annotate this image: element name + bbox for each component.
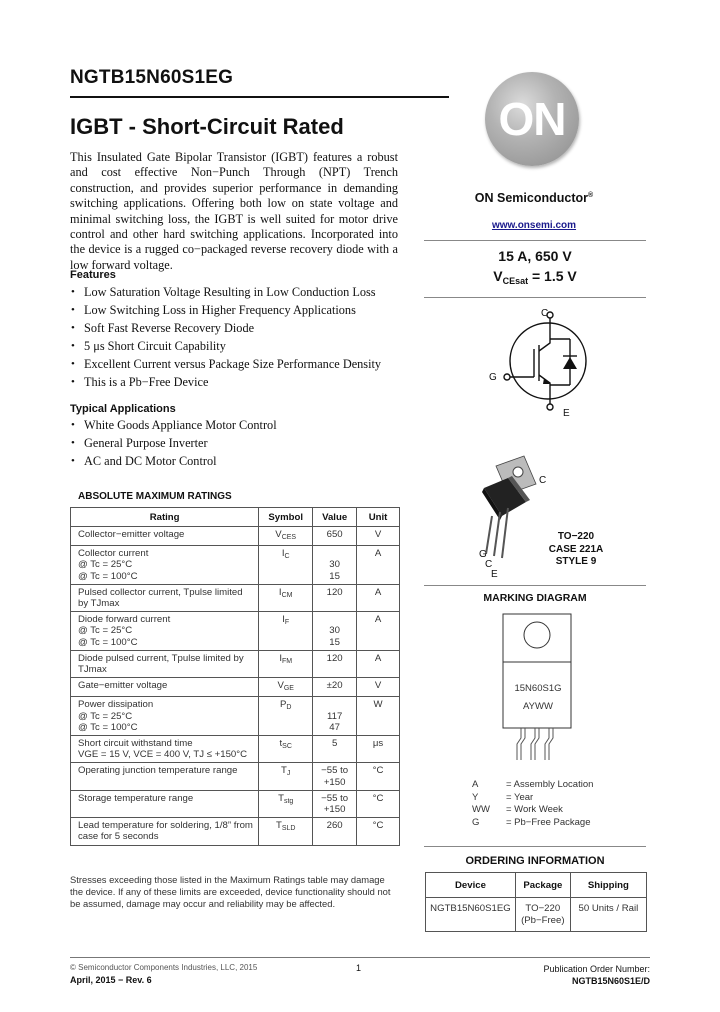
symbol-subscript: C xyxy=(284,553,290,561)
ordering-title: ORDERING INFORMATION xyxy=(465,855,605,867)
rating-value: 30 15 xyxy=(313,612,357,651)
col-value: Value xyxy=(313,508,357,527)
rating-name: Gate−emitter voltage xyxy=(71,678,259,697)
rating-value: −55 to +150 xyxy=(313,790,357,817)
divider xyxy=(424,297,646,298)
symbol-letter: T xyxy=(275,820,282,832)
symbol-letter: I xyxy=(279,652,282,664)
stress-note: Stresses exceeding those listed in the Maximum Ratings table may damage the device. If any of these limits are exceeded, device functionality should not be assumed, damage may occur and reliability may be affected. xyxy=(70,874,391,909)
spec-current-voltage: 15 A, 650 V xyxy=(498,248,572,264)
company-name-text: ON Semiconductor xyxy=(474,191,589,205)
symbol-letter: t xyxy=(279,738,283,750)
divider xyxy=(424,585,646,586)
symbol-subscript: D xyxy=(286,704,292,712)
rating-unit: V xyxy=(357,527,400,546)
rating-value: 120 xyxy=(313,584,357,611)
footer-date: April, 2015 − Rev. 6 xyxy=(70,975,152,985)
symbol-letter: T xyxy=(281,765,287,777)
symbol-subscript: FM xyxy=(281,657,293,665)
features-list xyxy=(70,283,400,391)
features-item: • Low Switching Loss in Higher Frequency Applications xyxy=(70,301,400,319)
marking-diagram-title: MARKING DIAGRAM xyxy=(483,592,587,604)
col-rating: Rating xyxy=(71,508,259,527)
publication-number xyxy=(543,963,650,987)
ratings-header-row xyxy=(71,508,400,527)
package-case: CASE 221A xyxy=(548,543,604,555)
vce-value: = 1.5 V xyxy=(528,268,577,284)
applications-heading: Typical Applications xyxy=(70,403,176,415)
pin-label-e: E xyxy=(563,408,570,419)
publication-label: Publication Order Number: xyxy=(543,964,650,974)
ordering-package: TO−220 (Pb−Free) xyxy=(515,898,570,932)
on-logo-text: ON xyxy=(498,93,566,145)
applications-item: • General Purpose Inverter xyxy=(70,434,400,452)
ratings-row xyxy=(71,584,400,611)
applications-list xyxy=(70,416,400,470)
features-item: • Soft Fast Reverse Recovery Diode xyxy=(70,319,400,337)
rating-name: Diode pulsed current, Tpulse limited by TJmax xyxy=(71,650,259,677)
divider xyxy=(424,240,646,241)
rating-value: 260 xyxy=(313,818,357,845)
symbol-letter: I xyxy=(278,586,282,598)
rating-unit: A xyxy=(357,650,400,677)
features-heading: Features xyxy=(70,269,116,281)
features-item: • This is a Pb−Free Device xyxy=(70,373,400,391)
ratings-row xyxy=(71,546,400,585)
rating-value: 5 xyxy=(313,736,357,763)
ratings-row xyxy=(71,650,400,677)
package-name: TO−220 xyxy=(557,531,595,542)
rating-value: −55 to +150 xyxy=(313,763,357,790)
rating-name: Power dissipation @ Tc = 25°C @ Tc = 100°C xyxy=(71,697,259,736)
igbt-schematic-symbol xyxy=(486,305,596,419)
rating-symbol xyxy=(259,818,313,845)
legend-key: Y xyxy=(472,791,479,803)
description-paragraph: This Insulated Gate Bipolar Transistor (IGBT) features a robust and cost effective Non−Punch Through (NPT) Trench construction, and provides superior performance in demanding switching applications. Offering both low on state voltage and minimal switching loss, the IGBT is well suited for motor drive control and other hard switching applications. Incorporated into the device is a rugged co−packaged reverse recovery diode with a low forward voltage. xyxy=(70,150,398,272)
ratings-row xyxy=(71,790,400,817)
legend-row xyxy=(472,804,593,817)
header-rule xyxy=(70,96,449,98)
rating-symbol xyxy=(259,790,313,817)
symbol-subscript: stg xyxy=(283,797,294,805)
rating-value: 30 15 xyxy=(313,546,357,585)
rating-symbol xyxy=(259,584,313,611)
package-info xyxy=(540,531,612,569)
ratings-row xyxy=(71,612,400,651)
symbol-letter: I xyxy=(281,548,285,560)
ordering-header-row xyxy=(426,873,647,898)
footer-copyright: © Semiconductor Components Industries, LLC, 2015 xyxy=(70,963,258,972)
company-name xyxy=(444,191,624,205)
rating-unit: A xyxy=(357,612,400,651)
ordering-table xyxy=(425,872,647,932)
ordering-shipping: 50 Units / Rail xyxy=(570,898,646,932)
applications-item: • AC and DC Motor Control xyxy=(70,452,400,470)
symbol-letter: V xyxy=(275,529,282,540)
col-symbol: Symbol xyxy=(259,508,313,527)
legend-row xyxy=(472,817,593,830)
publication-code: NGTB15N60S1E/D xyxy=(571,976,650,986)
rating-unit: μs xyxy=(357,736,400,763)
legend-desc: = Work Week xyxy=(506,804,563,816)
col-package: Package xyxy=(515,873,570,898)
legend-key: A xyxy=(472,779,479,790)
spec-vcesat xyxy=(424,268,646,286)
features-item: • Low Saturation Voltage Resulting in Low Conduction Loss xyxy=(70,283,400,301)
website-link[interactable]: www.onsemi.com xyxy=(491,220,577,231)
ratings-table xyxy=(70,507,400,846)
legend-desc: = Assembly Location xyxy=(506,779,594,790)
symbol-subscript: CM xyxy=(281,591,293,599)
package-pin-g: G xyxy=(479,549,487,560)
symbol-letter: P xyxy=(279,699,287,711)
rating-value: 120 xyxy=(313,650,357,677)
package-pin-c2: C xyxy=(485,559,493,570)
rating-unit: W xyxy=(357,697,400,736)
marking-line-1: 15N60S1G xyxy=(514,683,562,694)
page-number: 1 xyxy=(356,963,362,973)
symbol-subscript: F xyxy=(284,619,290,627)
rating-name: Collector current @ Tc = 25°C @ Tc = 100°C xyxy=(71,546,259,585)
footer-rule xyxy=(70,957,650,958)
divider xyxy=(424,846,646,847)
document-title: IGBT - Short-Circuit Rated xyxy=(70,114,344,139)
rating-name: Short circuit withstand time VGE = 15 V, VCE = 400 V, TJ ≤ +150°C xyxy=(71,736,259,763)
rating-value: ±20 xyxy=(313,678,357,697)
features-item: • Excellent Current versus Package Size Performance Density xyxy=(70,355,400,373)
symbol-letter: I xyxy=(282,614,285,626)
rating-value: 117 47 xyxy=(313,697,357,736)
symbol-subscript: J xyxy=(286,770,291,778)
pin-label-g: G xyxy=(489,372,497,383)
rating-unit: V xyxy=(357,678,400,697)
legend-key: WW xyxy=(472,804,490,816)
ratings-row xyxy=(71,527,400,546)
vce-prefix: V xyxy=(493,268,503,284)
ratings-row xyxy=(71,763,400,790)
rating-symbol xyxy=(259,527,313,546)
rating-symbol xyxy=(259,650,313,677)
trademark: ® xyxy=(588,191,594,199)
symbol-subscript: SC xyxy=(282,743,292,751)
pin-label-c: C xyxy=(541,308,549,319)
col-shipping: Shipping xyxy=(570,873,646,898)
ratings-row xyxy=(71,818,400,845)
symbol-letter: T xyxy=(278,792,284,804)
ordering-row xyxy=(426,898,647,932)
rating-symbol xyxy=(259,612,313,651)
rating-symbol xyxy=(259,736,313,763)
symbol-subscript: GE xyxy=(283,685,294,693)
legend-desc: = Pb−Free Package xyxy=(506,816,591,828)
ratings-row xyxy=(71,697,400,736)
rating-symbol xyxy=(259,546,313,585)
legend-row xyxy=(472,779,593,792)
rating-symbol xyxy=(259,678,313,697)
symbol-subscript: CES xyxy=(281,534,297,541)
symbol-letter: V xyxy=(277,680,284,692)
rating-unit: °C xyxy=(357,790,400,817)
marking-line-2: AYWW xyxy=(523,701,553,712)
marking-legend xyxy=(472,779,593,829)
col-device: Device xyxy=(426,873,516,898)
rating-unit: °C xyxy=(357,763,400,790)
applications-item: • White Goods Appliance Motor Control xyxy=(70,416,400,434)
rating-name: Collector−emitter voltage xyxy=(71,527,259,546)
legend-row xyxy=(472,792,593,805)
rating-unit: °C xyxy=(357,818,400,845)
rating-name: Lead temperature for soldering, 1/8” from case for 5 seconds xyxy=(71,818,259,845)
ratings-title: ABSOLUTE MAXIMUM RATINGS xyxy=(78,491,232,502)
legend-desc: = Year xyxy=(506,791,534,803)
ratings-row xyxy=(71,678,400,697)
rating-symbol xyxy=(259,697,313,736)
package-style: STYLE 9 xyxy=(555,556,597,567)
rating-name: Pulsed collector current, Tpulse limited by TJmax xyxy=(71,584,259,611)
rating-unit: A xyxy=(357,546,400,585)
rating-name: Operating junction temperature range xyxy=(71,763,259,790)
rating-name: Diode forward current @ Tc = 25°C @ Tc = 100°C xyxy=(71,612,259,651)
package-pin-e: E xyxy=(491,569,498,580)
rating-value: 650 xyxy=(313,527,357,546)
ratings-row xyxy=(71,736,400,763)
rating-name: Storage temperature range xyxy=(71,790,259,817)
rating-unit: A xyxy=(357,584,400,611)
features-item: • 5 μs Short Circuit Capability xyxy=(70,337,400,355)
rating-symbol xyxy=(259,763,313,790)
package-pin-c: C xyxy=(539,475,547,486)
ordering-device: NGTB15N60S1EG xyxy=(426,898,516,932)
symbol-subscript: SLD xyxy=(281,825,296,833)
on-logo xyxy=(485,72,579,166)
legend-key: G xyxy=(472,816,480,828)
col-unit: Unit xyxy=(357,508,400,527)
vce-sub: CEsat xyxy=(502,276,529,286)
part-number: NGTB15N60S1EG xyxy=(70,67,234,88)
